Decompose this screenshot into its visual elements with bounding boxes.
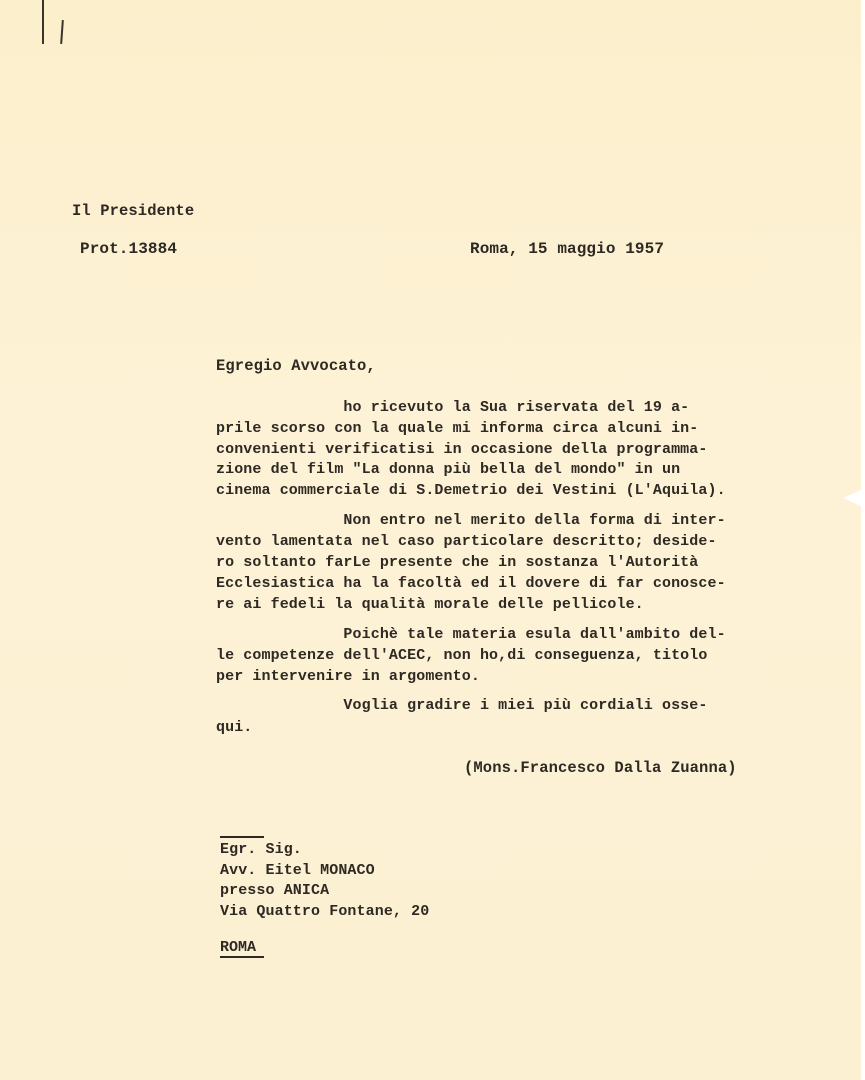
body-line: vento lamentata nel caso particolare descritto; deside- [216, 533, 717, 550]
body-line: Non entro nel merito della forma di inter- [216, 512, 726, 529]
address-rule [220, 836, 264, 838]
page-edge [861, 0, 865, 1080]
body-line: le competenze dell'ACEC, non ho,di conseguenza, titolo [216, 647, 708, 664]
signature: (Mons.Francesco Dalla Zuanna) [464, 759, 737, 777]
body-line: re ai fedeli la qualità morale delle pellicole. [216, 596, 644, 613]
city-underline [220, 956, 264, 958]
address-line: Avv. Eitel MONACO [220, 862, 375, 879]
body-line: ho ricevuto la Sua riservata del 19 a- [216, 399, 690, 416]
salutation: Egregio Avvocato, [216, 357, 376, 375]
body-line: Voglia gradire i miei più cordiali osse- [216, 697, 708, 714]
body-line: convenienti verificatisi in occasione della programma- [216, 441, 708, 458]
body-line: per intervenire in argomento. [216, 668, 480, 685]
protocol-number: Prot.13884 [80, 240, 178, 258]
body-line: Ecclesiastica ha la facoltà ed il dovere di far conosce- [216, 575, 726, 592]
address-line: Egr. Sig. [220, 841, 302, 858]
address-line: Via Quattro Fontane, 20 [220, 903, 430, 920]
margin-mark-left [42, 0, 44, 44]
body-line: Poichè tale materia esula dall'ambito del- [216, 626, 726, 643]
body-line: cinema commerciale di S.Demetrio dei Vestini (L'Aquila). [216, 482, 726, 499]
body-line: qui. [216, 719, 253, 736]
margin-marks [42, 0, 72, 48]
date-line: Roma, 15 maggio 1957 [470, 240, 665, 258]
sender-title: Il Presidente [72, 202, 195, 220]
address-line: presso ANICA [220, 882, 330, 899]
page-tear [843, 488, 865, 508]
body-line: ro soltanto farLe presente che in sostanza l'Autorità [216, 554, 699, 571]
margin-mark-right [60, 20, 64, 44]
body-line: zione del film "La donna più bella del mondo" in un [216, 461, 681, 478]
body-line: prile scorso con la quale mi informa circa alcuni in- [216, 420, 699, 437]
address-city: ROMA [220, 939, 257, 956]
